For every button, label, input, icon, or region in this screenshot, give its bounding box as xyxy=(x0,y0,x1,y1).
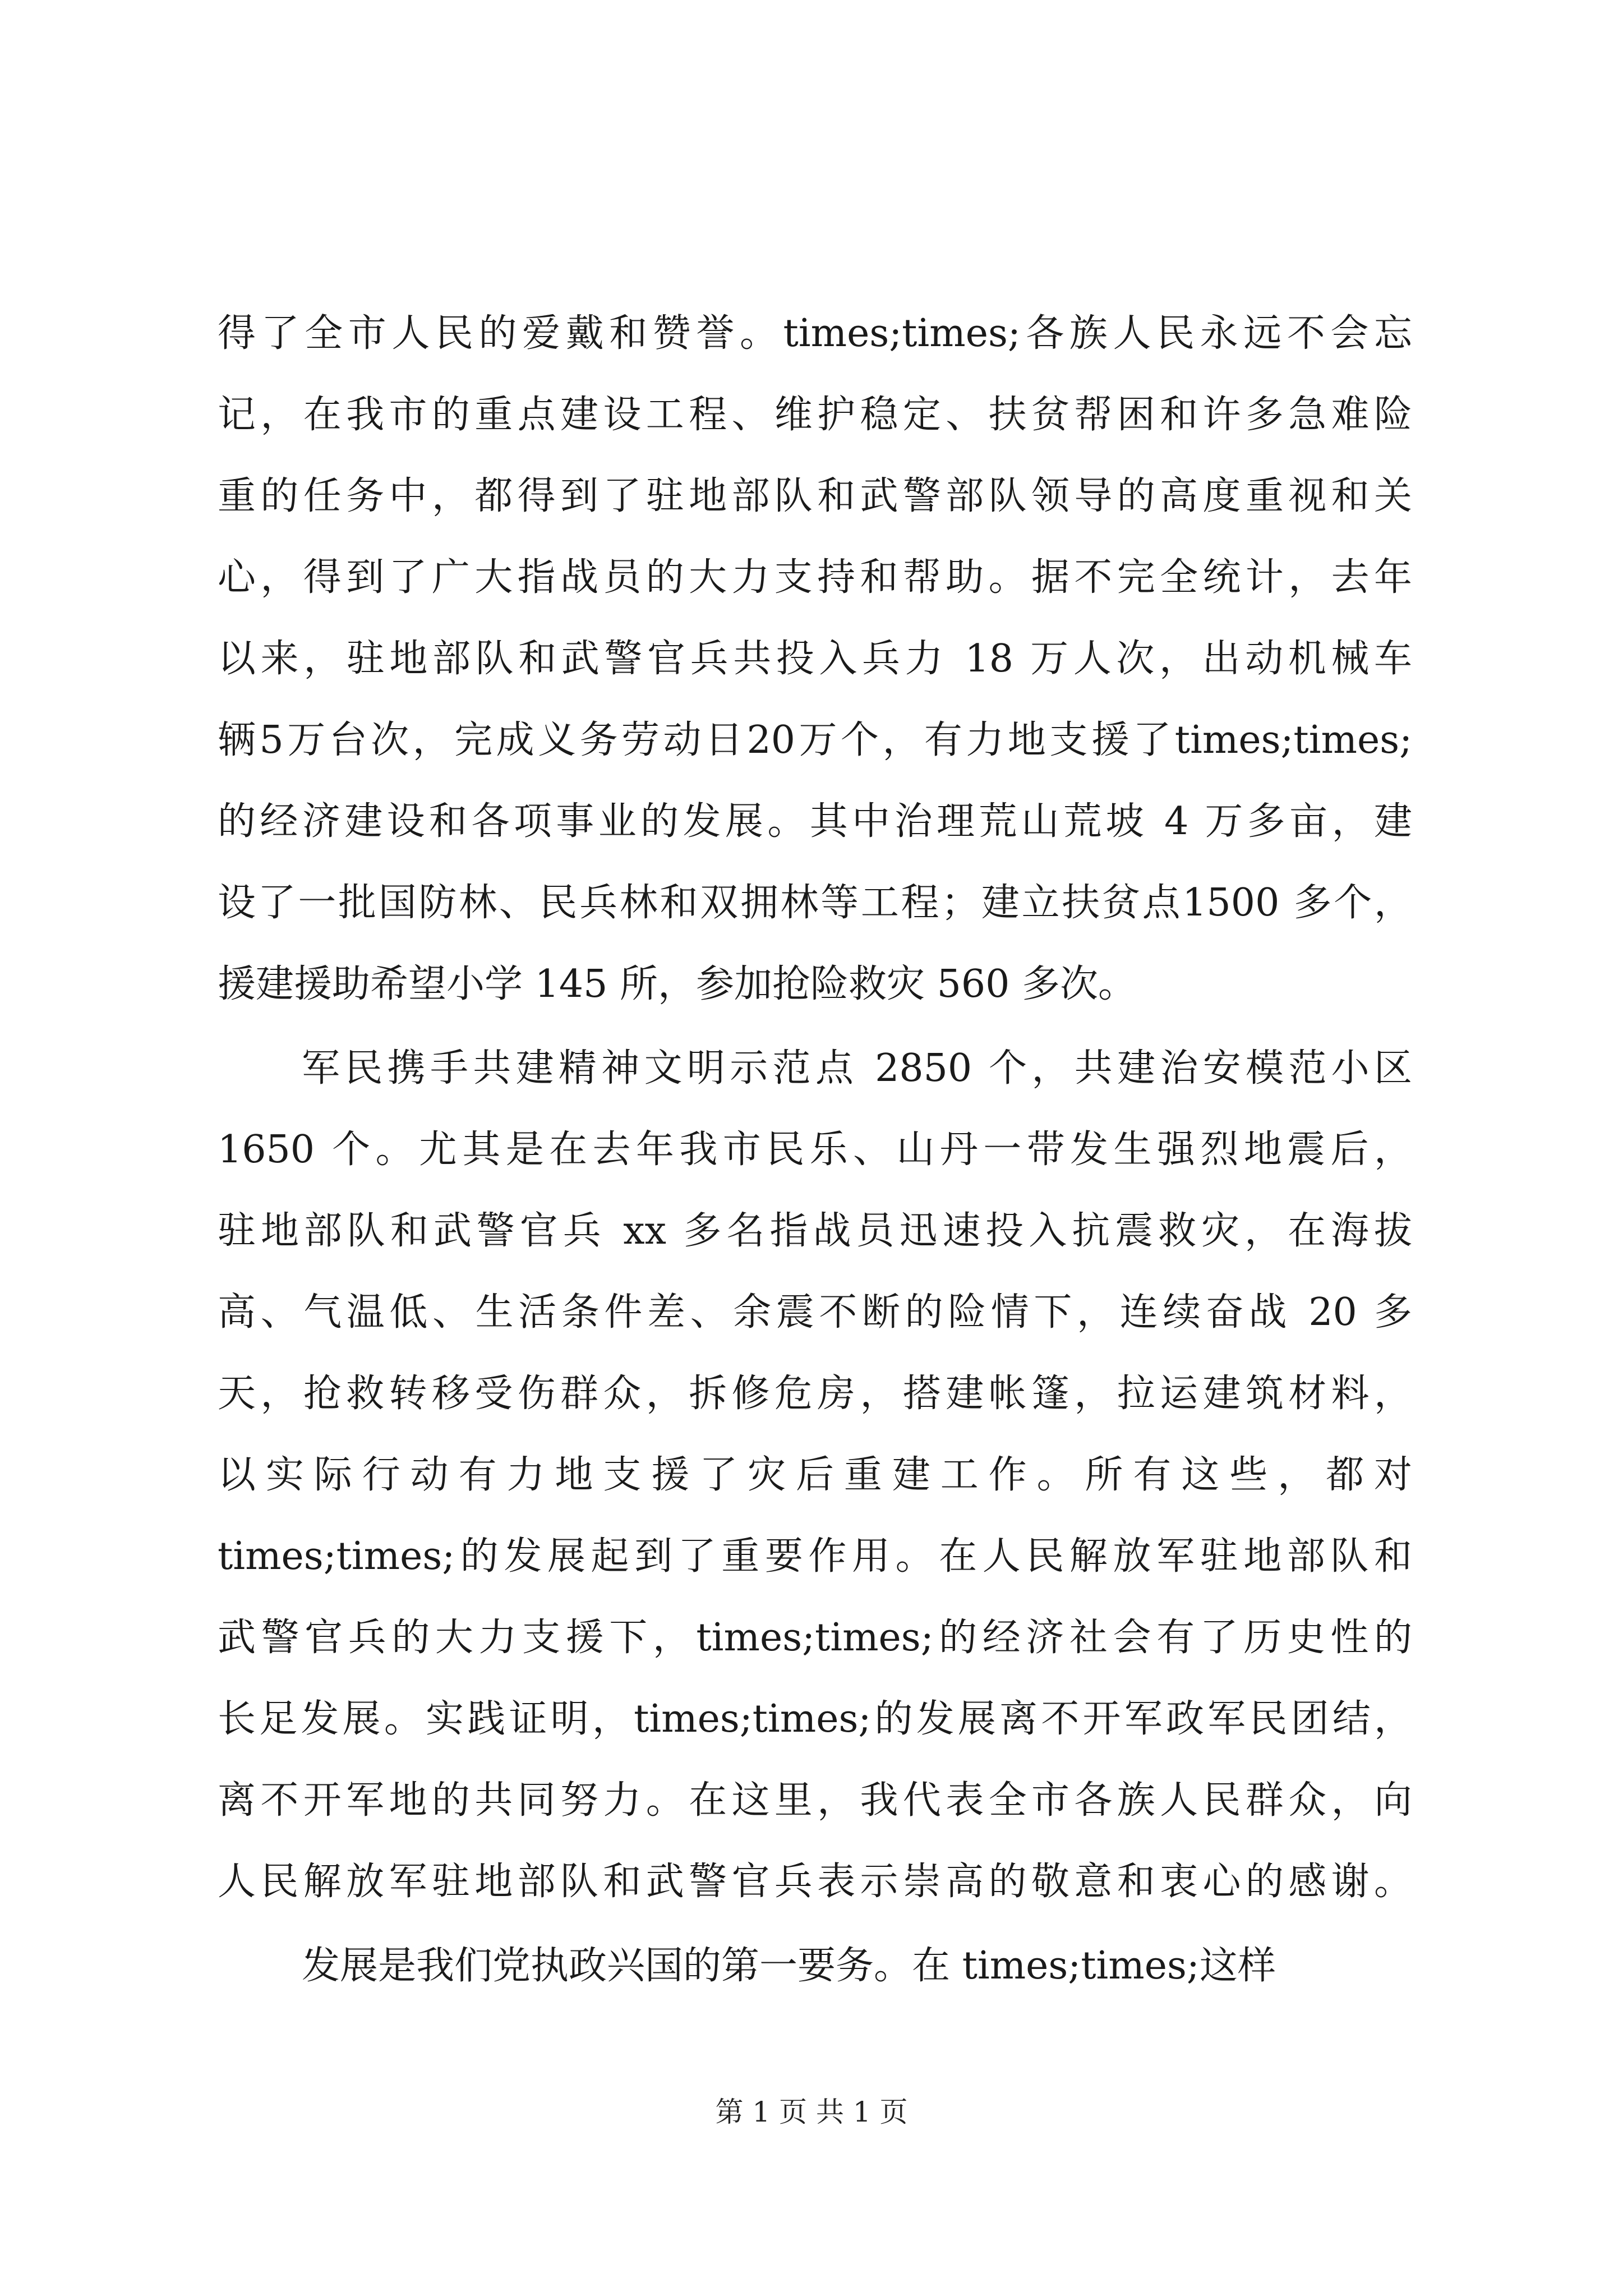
text-line: 1650 个。尤其是在去年我市民乐、山丹一带发生强烈地震后， xyxy=(218,1128,1412,1172)
page-number-footer: 第 1 页 共 1 页 xyxy=(715,2096,908,2128)
text-line: 人民解放军驻地部队和武警官兵表示崇高的敬意和衷心的感谢。 xyxy=(218,1860,1412,1904)
text-line: 天，抢救转移受伤群众，拆修危房，搭建帐篷，拉运建筑材料， xyxy=(218,1372,1412,1416)
text-line: 重的任务中，都得到了驻地部队和武警部队领导的高度重视和关 xyxy=(218,474,1412,518)
text-line: 得了全市人民的爱戴和赞誉。times;times;各族人民永远不会忘 xyxy=(218,311,1412,356)
paragraph-first-line: 军民携手共建精神文明示范点 2850 个，共建治安模范小区 xyxy=(302,1046,1412,1091)
text-line: 驻地部队和武警官兵 xx 多名指战员迅速投入抗震救灾，在海拔 xyxy=(218,1209,1412,1253)
text-line: 以实际行动有力地支援了灾后重建工作。所有这些，都对 xyxy=(218,1453,1412,1497)
paragraph-first-line: 发展是我们党执政兴国的第一要务。在 times;times;这样 xyxy=(302,1944,1276,1988)
text-line: 记，在我市的重点建设工程、维护稳定、扶贫帮困和许多急难险 xyxy=(218,393,1412,437)
text-line: 的经济建设和各项事业的发展。其中治理荒山荒坡 4 万多亩，建 xyxy=(218,799,1412,844)
text-line: 辆5万台次，完成义务劳动日20万个，有力地支援了times;times; xyxy=(218,718,1412,762)
text-line: 离不开军地的共同努力。在这里，我代表全市各族人民群众，向 xyxy=(218,1778,1412,1823)
text-line: 以来，驻地部队和武警官兵共投入兵力 18 万人次，出动机械车 xyxy=(218,637,1412,681)
text-line: 武警官兵的大力支援下，times;times;的经济社会有了历史性的 xyxy=(218,1616,1412,1660)
text-line: times;times;的发展起到了重要作用。在人民解放军驻地部队和 xyxy=(218,1534,1412,1579)
text-line: 心，得到了广大指战员的大力支持和帮助。据不完全统计，去年 xyxy=(218,555,1412,600)
text-line: 设了一批国防林、民兵林和双拥林等工程；建立扶贫点1500 多个， xyxy=(218,881,1412,925)
text-line: 援建援助希望小学 145 所，参加抢险救灾 560 多次。 xyxy=(218,962,1137,1006)
text-line: 长足发展。实践证明，times;times;的发展离不开军政军民团结， xyxy=(218,1697,1412,1741)
text-line: 高、气温低、生活条件差、余震不断的险情下，连续奋战 20 多 xyxy=(218,1290,1412,1335)
